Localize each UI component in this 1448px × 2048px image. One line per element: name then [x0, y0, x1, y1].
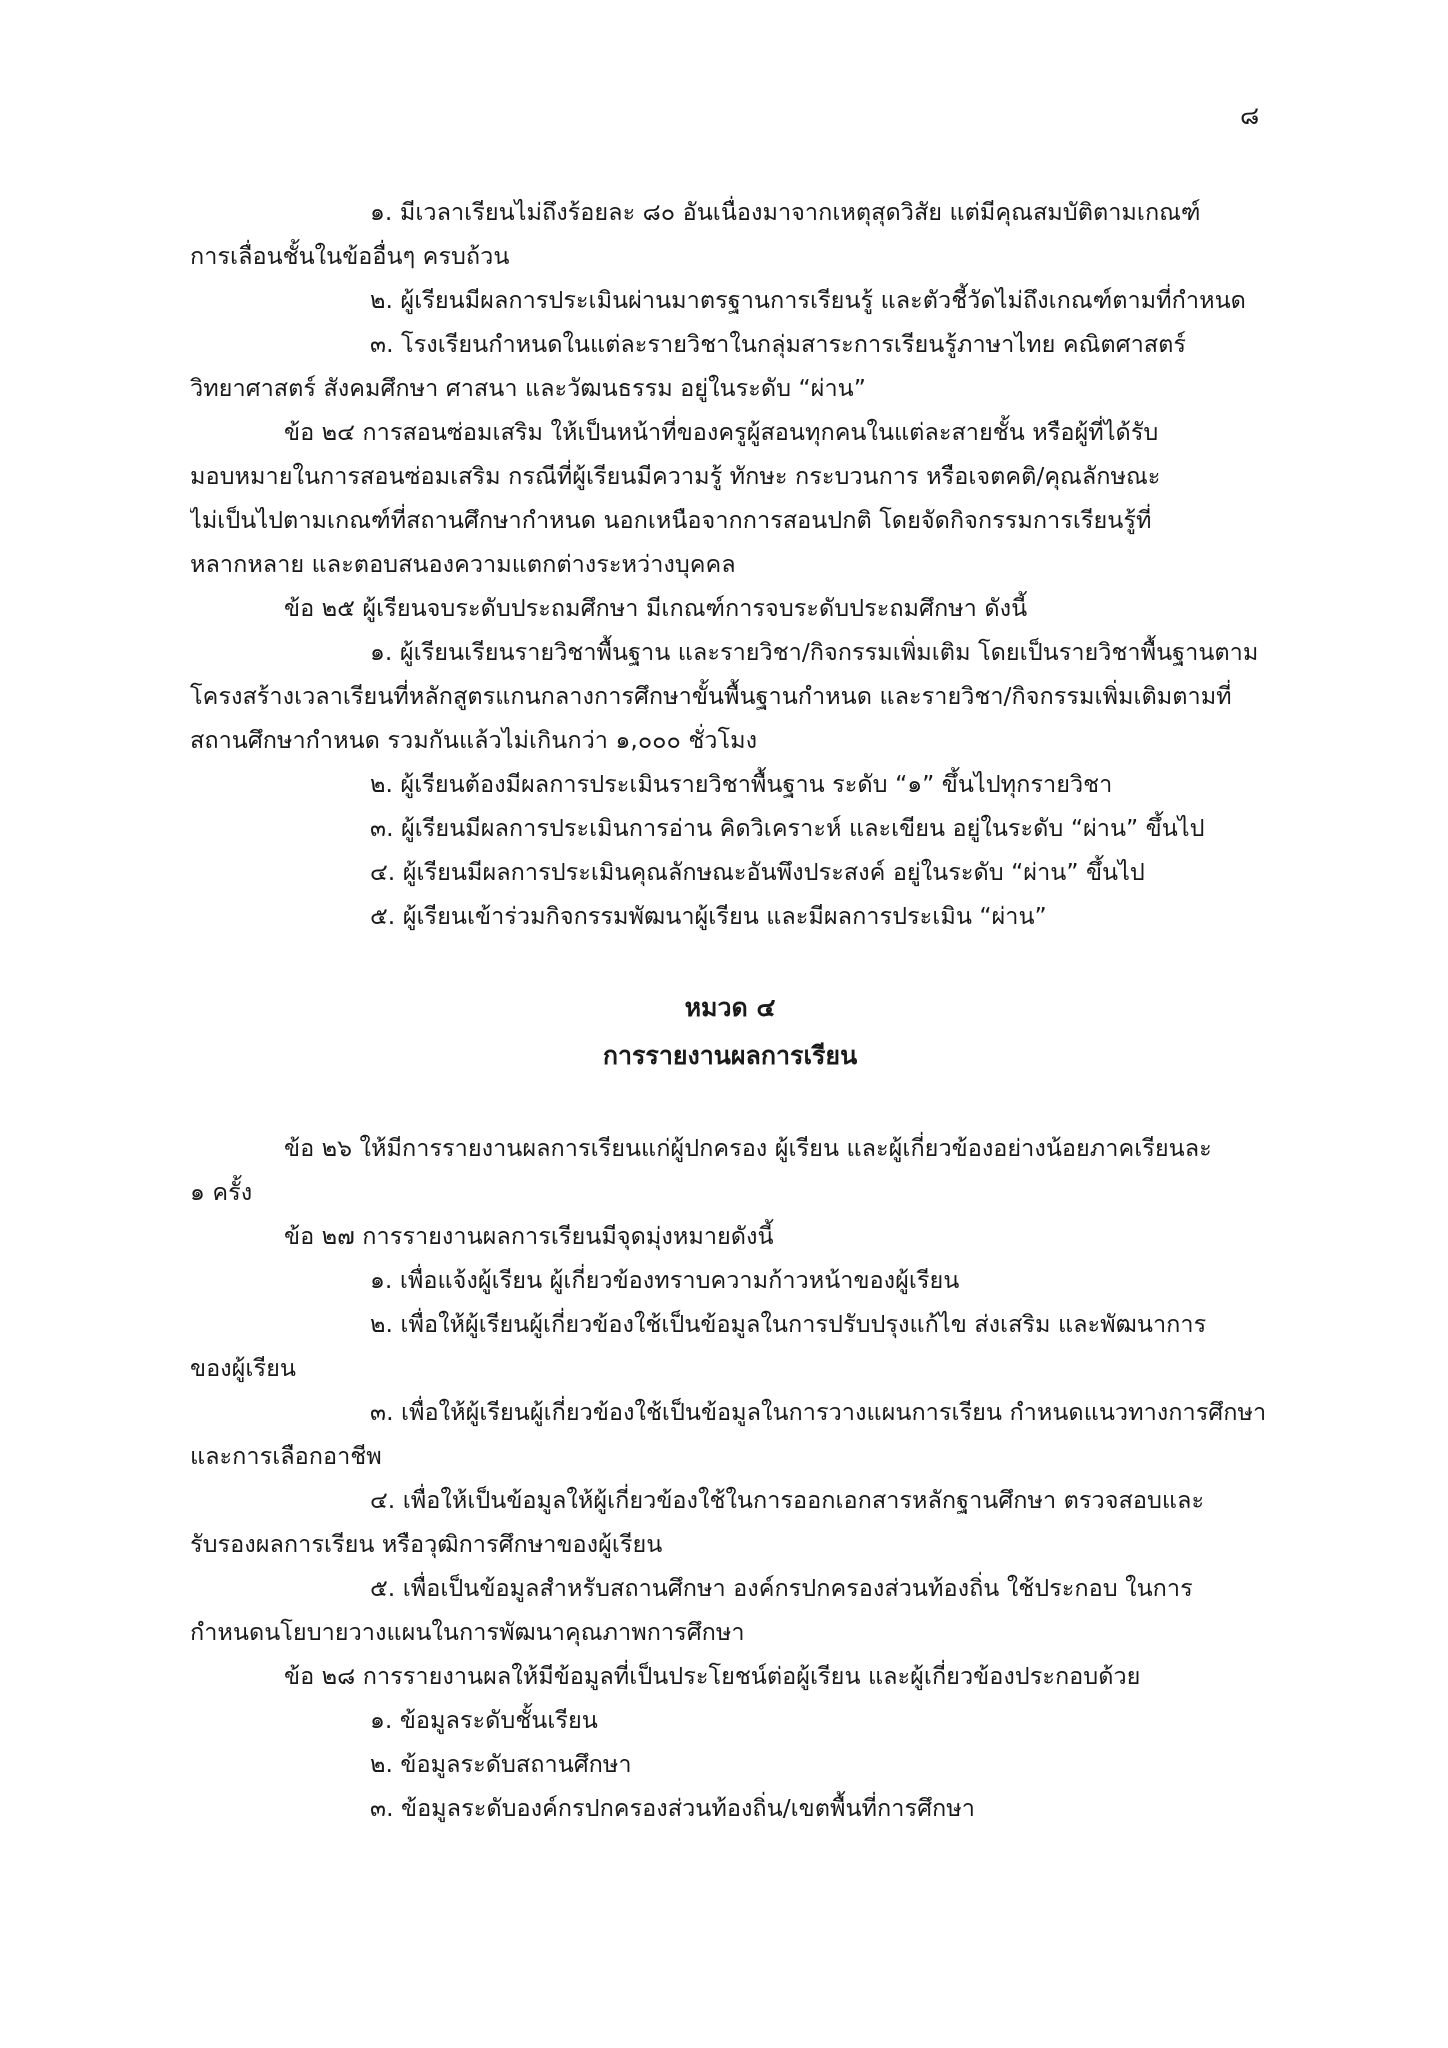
paragraph-line: ๑ ครั้ง: [190, 1178, 253, 1206]
paragraph-line: หลากหลาย และตอบสนองความแตกต่างระหว่างบุคคล: [190, 550, 736, 578]
paragraph-line: ๓. เพื่อให้ผู้เรียนผู้เกี่ยวข้องใช้เป็นข้อมูลในการวางแผนการเรียน กำหนดแนวทางการศึกษา: [370, 1398, 1267, 1426]
paragraph-line: ๕. ผู้เรียนเข้าร่วมกิจกรรมพัฒนาผู้เรียน และมีผลการประเมิน “ผ่าน”: [370, 902, 1047, 930]
paragraph-line: ข้อ ๒๘ การรายงานผลให้มีข้อมูลที่เป็นประโยชน์ต่อผู้เรียน และผู้เกี่ยวข้องประกอบด้วย: [284, 1662, 1141, 1690]
paragraph-line: ๑. มีเวลาเรียนไม่ถึงร้อยละ ๘๐ อันเนื่องมาจากเหตุสุดวิสัย แต่มีคุณสมบัติตามเกณฑ์: [370, 198, 1201, 226]
part1-block: [190, 190, 1270, 938]
chapter-heading: หมวด ๔: [684, 993, 776, 1022]
paragraph-line: ๔. ผู้เรียนมีผลการประเมินคุณลักษณะอันพึงประสงค์ อยู่ในระดับ “ผ่าน” ขึ้นไป: [370, 858, 1145, 886]
paragraph-line: รับรองผลการเรียน หรือวุฒิการศึกษาของผู้เรียน: [190, 1530, 663, 1558]
paragraph-line: ๕. เพื่อเป็นข้อมูลสำหรับสถานศึกษา องค์กรปกครองส่วนท้องถิ่น ใช้ประกอบ ในการ: [370, 1574, 1193, 1602]
paragraph-line: ๓. ผู้เรียนมีผลการประเมินการอ่าน คิดวิเคราะห์ และเขียน อยู่ในระดับ “ผ่าน” ขึ้นไป: [370, 814, 1205, 842]
paragraph-line: ๓. โรงเรียนกำหนดในแต่ละรายวิชาในกลุ่มสาระการเรียนรู้ภาษาไทย คณิตศาสตร์: [370, 330, 1186, 358]
paragraph-line: และการเลือกอาชีพ: [190, 1442, 382, 1470]
paragraph-line: ข้อ ๒๕ ผู้เรียนจบระดับประถมศึกษา มีเกณฑ์การจบระดับประถมศึกษา ดังนี้: [284, 594, 1028, 622]
paragraph-line: ๒. เพื่อให้ผู้เรียนผู้เกี่ยวข้องใช้เป็นข้อมูลในการปรับปรุงแก้ไข ส่งเสริม และพัฒนาการ: [370, 1310, 1207, 1338]
chapter-title: การรายงานผลการเรียน: [602, 1041, 858, 1070]
paragraph-line: ของผู้เรียน: [190, 1354, 296, 1382]
paragraph-line: ๓. ข้อมูลระดับองค์กรปกครองส่วนท้องถิ่น/เขตพื้นที่การศึกษา: [370, 1794, 975, 1822]
paragraph-line: ข้อ ๒๗ การรายงานผลการเรียนมีจุดมุ่งหมายดังนี้: [284, 1222, 774, 1250]
paragraph-line: โครงสร้างเวลาเรียนที่หลักสูตรแกนกลางการศึกษาขั้นพื้นฐานกำหนด และรายวิชา/กิจกรรมเพิ่มเติมตามที่: [190, 682, 1232, 710]
part2-block: [190, 1126, 1270, 1830]
paragraph-line: ๒. ผู้เรียนมีผลการประเมินผ่านมาตรฐานการเรียนรู้ และตัวชี้วัดไม่ถึงเกณฑ์ตามที่กำหนด: [370, 286, 1246, 314]
page-number: ๘: [1240, 101, 1260, 130]
paragraph-line: ข้อ ๒๔ การสอนซ่อมเสริม ให้เป็นหน้าที่ของครูผู้สอนทุกคนในแต่ละสายชั้น หรือผู้ที่ได้รับ: [284, 418, 1159, 446]
paragraph-line: สถานศึกษากำหนด รวมกันแล้วไม่เกินกว่า ๑,๐๐๐ ชั่วโมง: [190, 726, 758, 754]
paragraph-line: ๑. ข้อมูลระดับชั้นเรียน: [370, 1706, 598, 1734]
paragraph-line: ๔. เพื่อให้เป็นข้อมูลให้ผู้เกี่ยวข้องใช้ในการออกเอกสารหลักฐานศึกษา ตรวจสอบและ: [370, 1486, 1205, 1514]
paragraph-line: ๑. ผู้เรียนเรียนรายวิชาพื้นฐาน และรายวิชา/กิจกรรมเพิ่มเติม โดยเป็นรายวิชาพื้นฐานตาม: [370, 638, 1259, 666]
paragraph-line: มอบหมายในการสอนซ่อมเสริม กรณีที่ผู้เรียนมีความรู้ ทักษะ กระบวนการ หรือเจตคติ/คุณลักษณะ: [190, 462, 1161, 490]
paragraph-line: ข้อ ๒๖ ให้มีการรายงานผลการเรียนแก่ผู้ปกครอง ผู้เรียน และผู้เกี่ยวข้องอย่างน้อยภาคเรียนละ: [284, 1134, 1212, 1162]
paragraph-line: ๑. เพื่อแจ้งผู้เรียน ผู้เกี่ยวข้องทราบความก้าวหน้าของผู้เรียน: [370, 1266, 960, 1294]
paragraph-line: ไม่เป็นไปตามเกณฑ์ที่สถานศึกษากำหนด นอกเหนือจากการสอนปกติ โดยจัดกิจกรรมการเรียนรู้ที่: [190, 506, 1152, 534]
paragraph-line: วิทยาศาสตร์ สังคมศึกษา ศาสนา และวัฒนธรรม อยู่ในระดับ “ผ่าน”: [190, 374, 866, 402]
paragraph-line: ๒. ข้อมูลระดับสถานศึกษา: [370, 1750, 632, 1778]
paragraph-line: ๒. ผู้เรียนต้องมีผลการประเมินรายวิชาพื้นฐาน ระดับ “๑” ขึ้นไปทุกรายวิชา: [370, 770, 1113, 798]
paragraph-line: กำหนดนโยบายวางแผนในการพัฒนาคุณภาพการศึกษา: [190, 1618, 745, 1646]
paragraph-line: การเลื่อนชั้นในข้ออื่นๆ ครบถ้วน: [190, 242, 510, 270]
document-body: [190, 190, 1270, 1830]
